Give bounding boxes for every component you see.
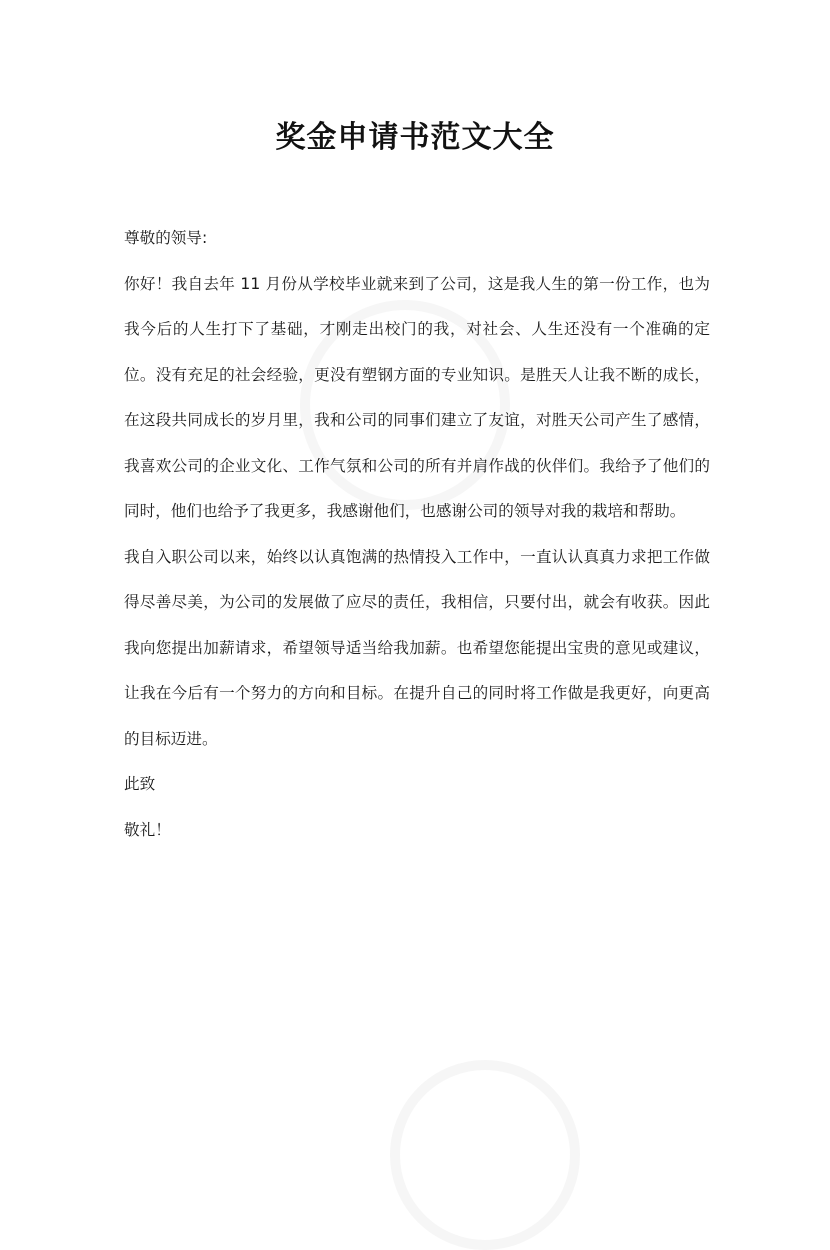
watermark-stamp-icon — [390, 1060, 580, 1250]
closing-line: 敬礼！ — [124, 820, 171, 839]
salutation: 尊敬的领导: — [124, 229, 208, 247]
paragraph: 你好！我自去年 11 月份从学校毕业就来到了公司，这是我人生的第一份工作，也为我今后的人生打下了基础，才刚走出校门的我，对社会、人生还没有一个准确的定位。没有充足的社会经验，更没有塑钢方面的专业知识。是胜天人让我不断的成长，在这段共同成长的岁月里，我和公司的同事们建立了友谊，对胜天公司产生了感情，我喜欢公司的企业文化、工作气氛和公司的所有并肩作战的伙伴们。我给予了他们的同时，他们也给予了我更多，我感谢他们，也感谢公司的领导对我的栽培和帮助。 — [124, 274, 710, 520]
paragraph: 我自入职公司以来，始终以认真饱满的热情投入工作中，一直认认真真力求把工作做得尽善尽美，为公司的发展做了应尽的责任，我相信，只要付出，就会有收获。因此我向您提出加薪请求，希望领导适当给我加薪。也希望您能提出宝贵的意见或建议，让我在今后有一个努力的方向和目标。在提升自己的同时将工作做是我更好，向更高的目标迈进。 — [124, 547, 710, 748]
closing-line: 此致 — [124, 775, 156, 793]
document-title: 奖金申请书范文大全 — [275, 120, 555, 155]
document-body — [124, 216, 710, 853]
